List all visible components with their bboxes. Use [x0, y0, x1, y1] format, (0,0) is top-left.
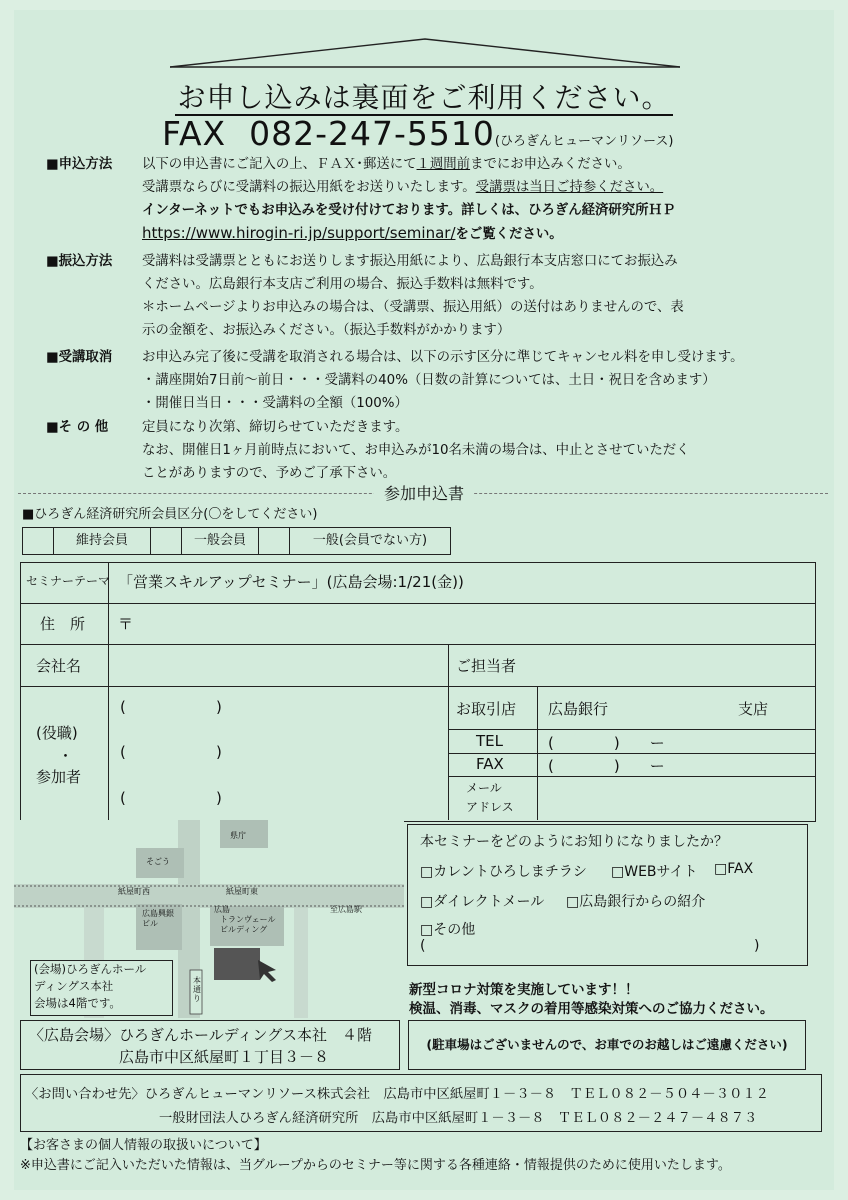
corona-notice-1: 新型コロナ対策を実施しています！！ [409, 982, 639, 998]
mail-field[interactable] [539, 778, 813, 818]
map-label-kencho: 県庁 [230, 831, 246, 840]
website-link[interactable]: https://www.hirogin-ri.jp/support/seminar/ [142, 224, 456, 242]
member-category-table [22, 527, 451, 555]
member-check-2[interactable] [151, 528, 182, 554]
attendee-label-name: 参加者 [36, 768, 82, 786]
map-label-kogin-1: 広島興銀 [142, 909, 174, 918]
member-option-3: 一般(会員でない方) [312, 533, 428, 548]
map-label-to-station: 至広島駅 [330, 905, 362, 914]
fax-line: FAX 082-247-5510(ひろぎんヒューマンリソース) [162, 114, 674, 153]
member-check-3[interactable] [259, 528, 290, 554]
branch-suffix: 支店 [738, 700, 769, 718]
tel-field[interactable]: ( ) ー [548, 734, 665, 752]
roof-decoration [170, 38, 680, 68]
fax-label: FAX [476, 755, 504, 773]
form-title: 参加申込書 [0, 481, 848, 504]
company-field[interactable] [110, 646, 446, 684]
map-venue-callout: (会場)ひろぎんホール ディングス本社 会場は4階です。 [30, 960, 173, 1016]
attendee-label-dot: ・ [58, 747, 74, 765]
survey-question: 本セミナーをどのようにお知りになりましたか？ [420, 834, 728, 850]
corona-notice-2: 検温、消毒、マスクの着用等感染対策へのご協力ください。 [409, 1001, 774, 1017]
seminar-theme-value: 「営業スキルアップセミナー」(広島会場:1/21(金)) [118, 573, 464, 591]
map-label-kogin-2: ビル [142, 919, 158, 928]
map-label-transverl-3: ビルディング [220, 925, 268, 934]
contact-box: 〈お問い合わせ先〉ひろぎんヒューマンリソース株式会社 広島市中区紙屋町１－３－８ ＴＥＬ０８２－５０４－３０１２ 一般財団法人ひろぎん経済研究所 広島市中区紙屋町１－３－８ ＴＥＬ０８２－２４７－４８７３ [20, 1074, 822, 1132]
address-field[interactable]: 〒 [118, 615, 134, 633]
survey-option-bank[interactable]: □広島銀行からの紹介 [566, 894, 706, 910]
survey-option-other[interactable]: □その他 [420, 922, 476, 938]
company-label: 会社名 [36, 657, 82, 675]
map-label-kamiyacho-nishi: 紙屋町西 [118, 887, 150, 896]
headline: お申し込みは裏面をご利用ください。 [177, 81, 671, 114]
member-check-1[interactable] [23, 528, 54, 554]
contact-person-field[interactable] [537, 646, 813, 684]
fax-number: 082-247-5510 [249, 114, 495, 153]
survey-option-dm[interactable]: □ダイレクトメール [420, 894, 545, 910]
member-category-label: ■ひろぎん経済研究所会員区分(〇をしてください) [22, 507, 318, 522]
survey-option-flyer[interactable]: □カレントひろしまチラシ [420, 864, 587, 880]
bank-name: 広島銀行 [548, 700, 609, 718]
map-label-transverl-2: トランヴェール [220, 915, 276, 924]
seminar-theme-label: セミナーテーマ [26, 574, 111, 588]
venue-box: 〈広島会場〉ひろぎんホールディングス本社 ４階 広島市中区紙屋町１丁目３－８ [20, 1020, 400, 1070]
tel-label: TEL [476, 732, 503, 750]
map-label-kamiyacho-higashi: 紙屋町東 [226, 887, 258, 896]
survey-option-web[interactable]: □WEBサイト [611, 864, 698, 880]
map-label-hondori: 本通り [193, 976, 201, 1003]
member-option-1: 維持会員 [54, 528, 151, 554]
mail-label-1: メール [466, 781, 502, 795]
bank-branch-label: お取引店 [456, 700, 517, 718]
fax-field[interactable]: ( ) ー [548, 757, 665, 775]
survey-option-fax[interactable]: □FAX [714, 861, 754, 877]
mail-label-2: アドレス [466, 800, 514, 814]
member-option-2: 一般会員 [182, 528, 259, 554]
privacy-notice: 【お客さまの個人情報の取扱いについて】 ※申込書にご記入いただいた情報は、当グループからのセミナー等に関する各種連絡・情報提供のために使用いたします。 [20, 1138, 731, 1173]
survey-box: 本セミナーをどのようにお知りになりましたか？ □カレントひろしまチラシ □WEBサイト □FAX □ダイレクトメール □広島銀行からの紹介 □その他 ( ) [407, 824, 808, 966]
map-label-sogo: そごう [146, 857, 170, 866]
parking-notice: (駐車場はございませんので、お車でのお越しはご遠慮ください) [408, 1020, 806, 1070]
address-label: 住 所 [40, 615, 86, 633]
contact-person-label: ご担当者 [456, 657, 517, 675]
attendee-label-position: (役職) [36, 724, 78, 742]
map-label-transverl-1: 広島 [214, 905, 230, 914]
